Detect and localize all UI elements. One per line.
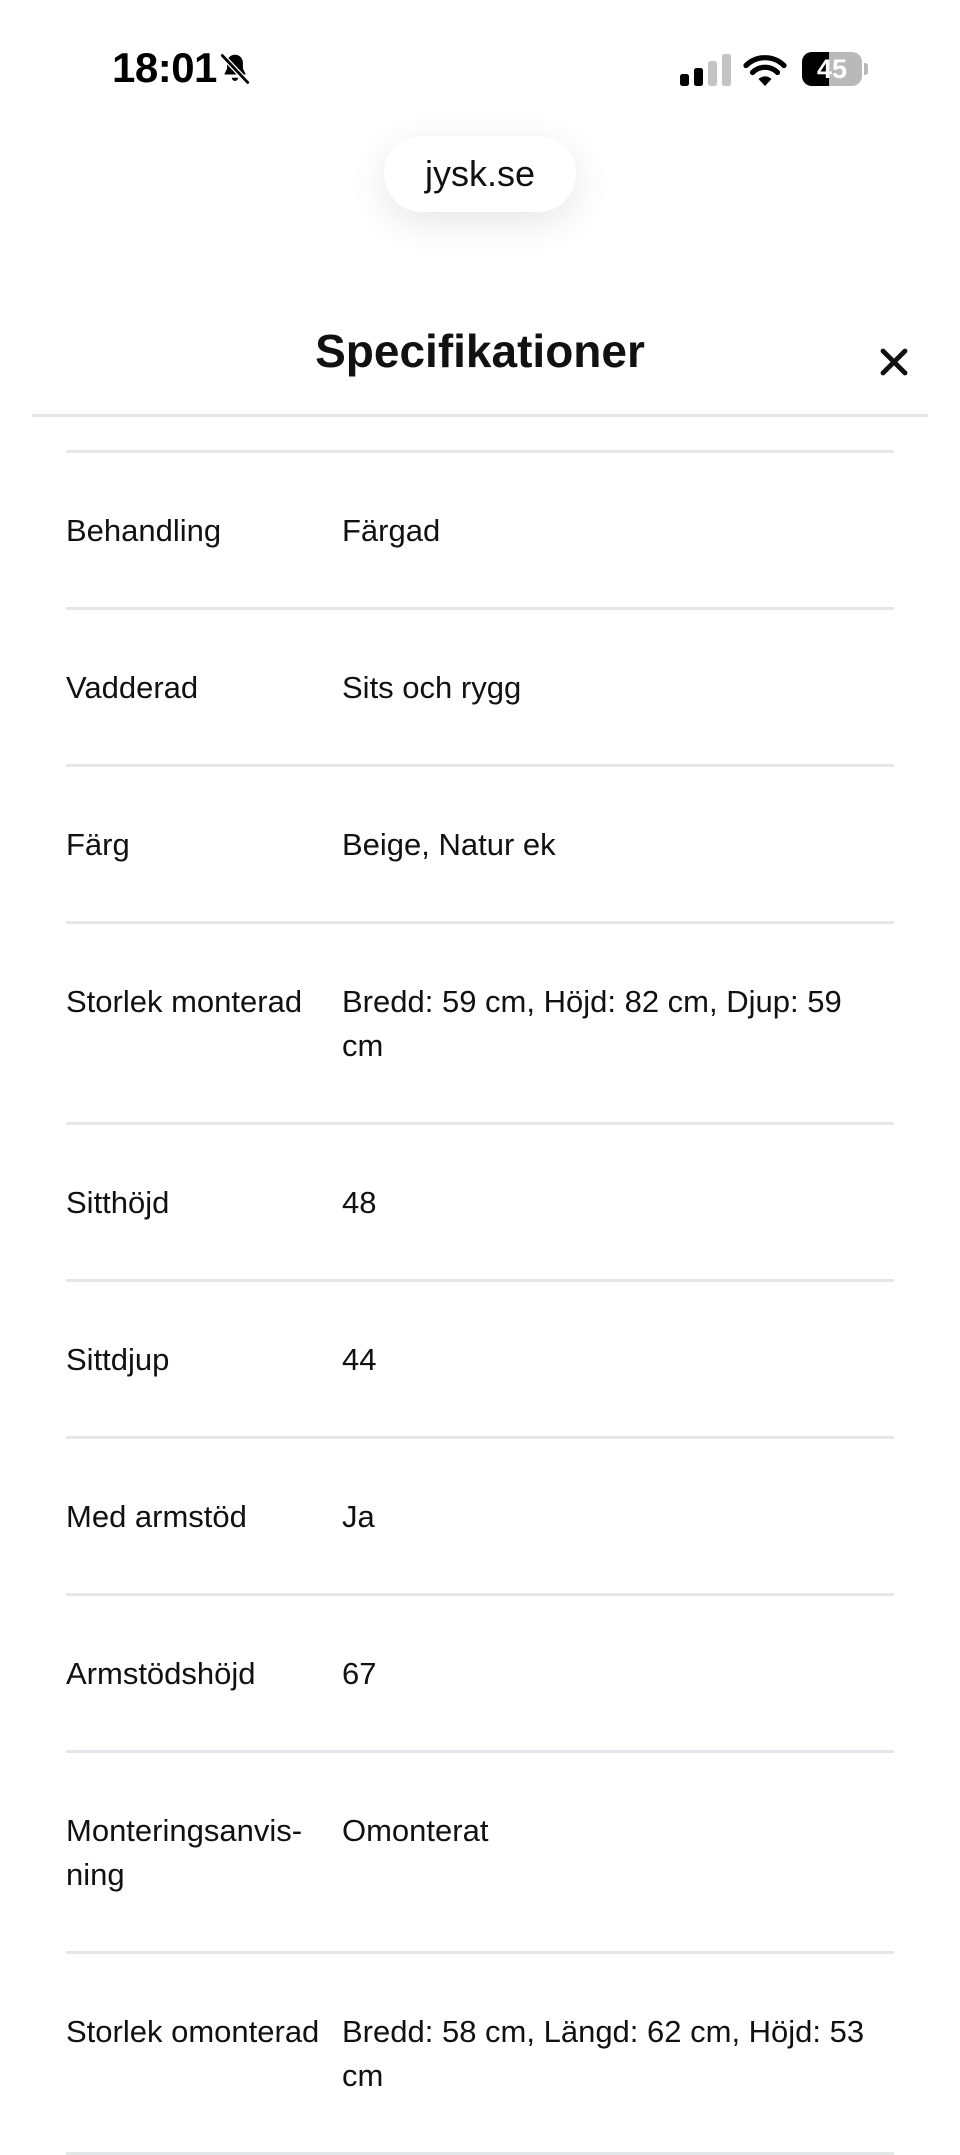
spec-list (66, 450, 894, 2155)
spec-row (66, 1753, 894, 1954)
wifi-icon (742, 50, 788, 88)
spec-row (66, 610, 894, 767)
spec-label: Storlek omonterad (66, 2014, 320, 2049)
spec-value: 67 (342, 1656, 377, 1691)
battery-icon (802, 52, 868, 86)
spec-label: Behandling (66, 513, 222, 548)
spec-value: 44 (342, 1342, 377, 1377)
spec-value: Beige, Natur ek (342, 827, 556, 862)
spec-row (66, 924, 894, 1125)
url-bar[interactable]: jysk.se (384, 136, 576, 212)
spec-row (66, 1596, 894, 1753)
spec-label: Med armstöd (66, 1499, 247, 1534)
modal-title: Specifikationer (315, 325, 645, 377)
close-icon[interactable] (870, 338, 918, 386)
spec-value: Färgad (342, 513, 441, 548)
spec-row (66, 453, 894, 610)
spec-value: Sits och rygg (342, 670, 522, 705)
spec-row (66, 1282, 894, 1439)
spec-label: Storlek monterad (66, 984, 303, 1019)
spec-label: Monteringsanvisning (66, 1813, 303, 1892)
spec-value: 48 (342, 1185, 377, 1220)
spec-row (66, 1125, 894, 1282)
modal-header (32, 300, 928, 417)
status-bar (0, 0, 960, 130)
spec-value: Omonterat (342, 1813, 489, 1848)
spec-value: Ja (342, 1499, 375, 1534)
spec-row (66, 1439, 894, 1596)
cellular-signal-icon (680, 54, 732, 86)
spec-label: Sittdjup (66, 1342, 170, 1377)
battery-level: 45 (816, 54, 848, 84)
bell-slash-icon (216, 50, 254, 88)
spec-value: Bredd: 58 cm, Längd: 62 cm, Höjd: 53 cm (342, 2014, 865, 2093)
spec-label: Vadderad (66, 670, 199, 705)
spec-label: Färg (66, 827, 130, 862)
spec-label: Armstödshöjd (66, 1656, 256, 1691)
spec-row (66, 1954, 894, 2155)
spec-label: Sitthöjd (66, 1185, 170, 1220)
spec-value: Bredd: 59 cm, Höjd: 82 cm, Djup: 59 cm (342, 984, 842, 1063)
spec-row (66, 767, 894, 924)
status-time: 18:01 (112, 44, 217, 91)
